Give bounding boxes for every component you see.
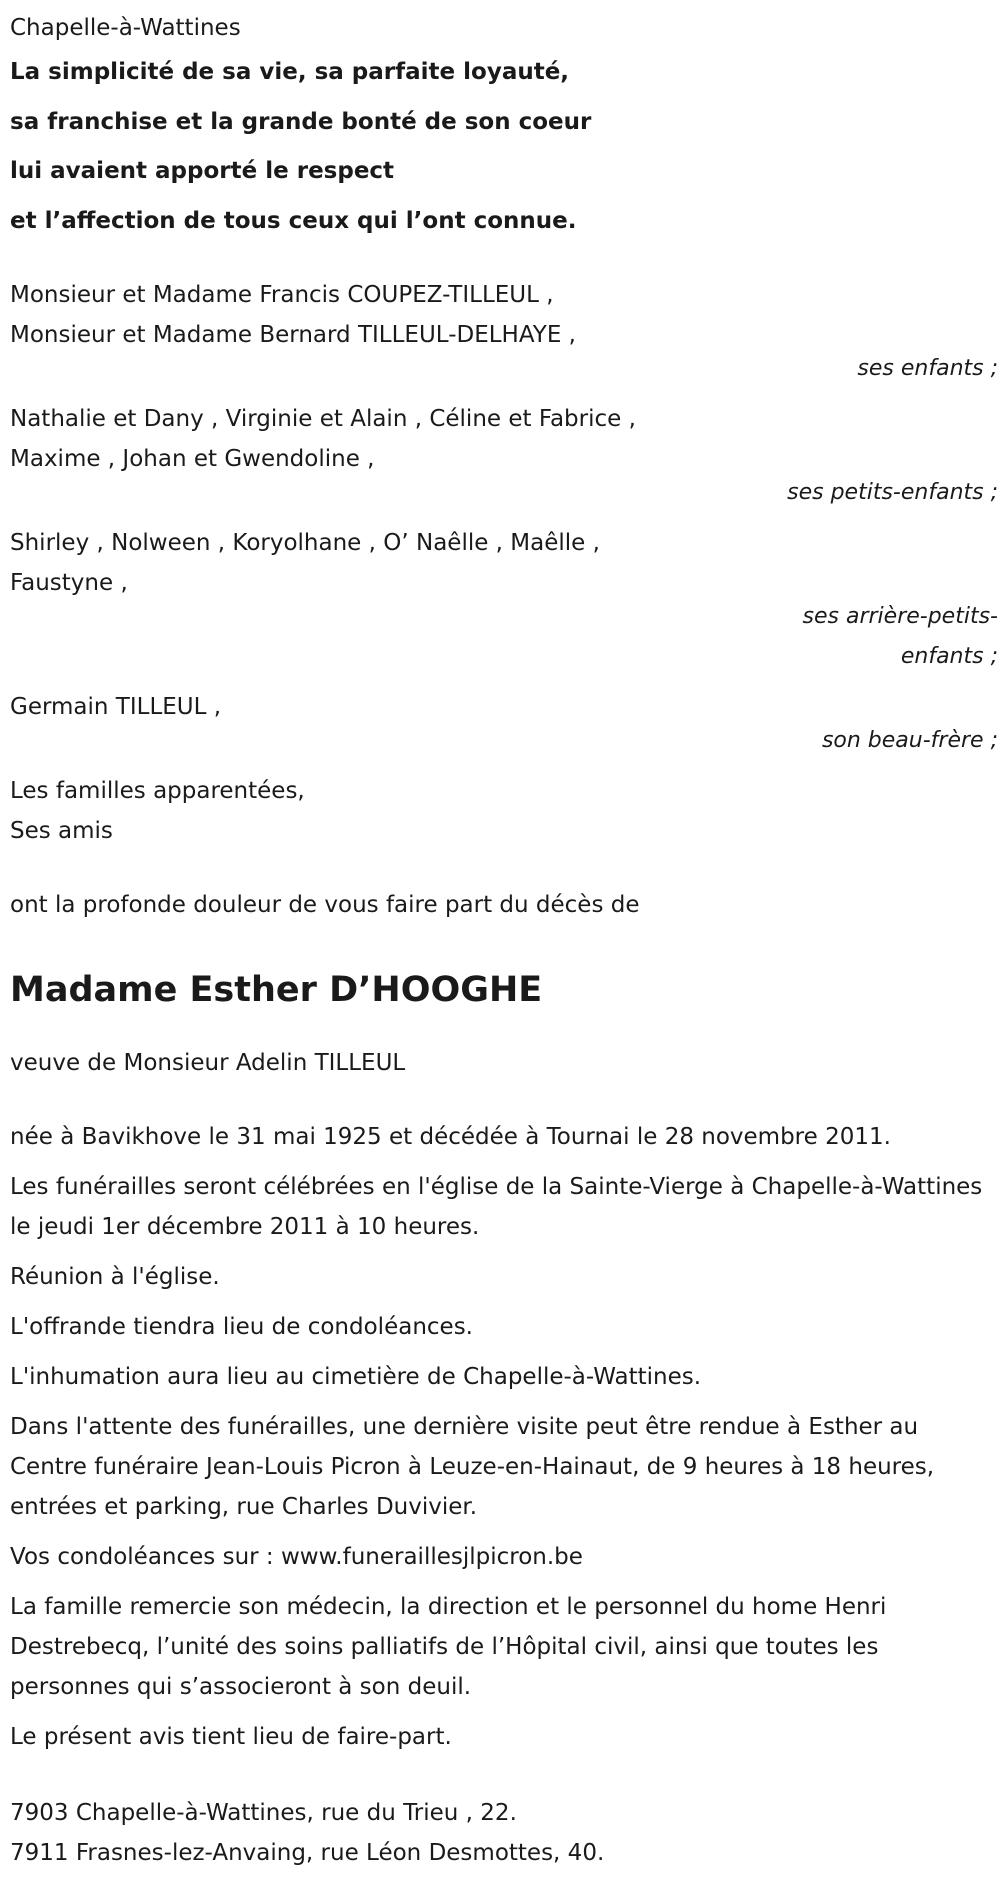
family-line: Shirley , Nolween , Koryolhane , O’ Naêlle , Maêlle , — [10, 530, 600, 556]
widow-of-text: veuve de Monsieur Adelin TILLEUL — [10, 1050, 406, 1076]
paragraph: Les funérailles seront célébrées en l'église de la Sainte-Vierge à Chapelle-à-Wattines le jeudi 1er décembre 2011 à 10 heures. — [10, 1174, 983, 1240]
announcement-text: ont la profonde douleur de vous faire part du décès de — [10, 892, 640, 918]
obituary-content — [10, 8, 998, 1873]
quote-line: lui avaient apporté le respect — [10, 158, 395, 184]
memorial-quote — [10, 48, 998, 246]
address-line: 7903 Chapelle-à-Wattines, rue du Trieu , 22. — [10, 1800, 517, 1826]
address-line: 7911 Frasnes-lez-Anvaing, rue Léon Desmottes, 40. — [10, 1840, 605, 1866]
others-block — [10, 771, 998, 851]
spacer — [10, 246, 998, 275]
paragraph: Vos condoléances sur : www.funeraillesjlpicron.be — [10, 1544, 583, 1570]
quote-line: sa franchise et la grande bonté de son coeur — [10, 108, 592, 135]
relation-label: ses petits-enfants ; — [787, 480, 998, 505]
paragraph: née à Bavikhove le 31 mai 1925 et décédée à Tournai le 28 novembre 2011. — [10, 1124, 891, 1150]
grandchildren-block — [10, 399, 998, 513]
family-line: Monsieur et Madame Francis COUPEZ-TILLEUL , — [10, 282, 554, 308]
family-line: Les familles apparentées, — [10, 778, 305, 804]
relation-label: ses arrière-petits- — [802, 604, 998, 629]
family-line: Ses amis — [10, 818, 113, 844]
paragraph: L'offrande tiendra lieu de condoléances. — [10, 1314, 473, 1340]
relation-label: ses enfants ; — [857, 356, 998, 381]
family-line: Maxime , Johan et Gwendoline , — [10, 446, 375, 472]
paragraph: L'inhumation aura lieu au cimetière de Chapelle-à-Wattines. — [10, 1364, 702, 1390]
paragraph: Le présent avis tient lieu de faire-part. — [10, 1724, 452, 1750]
place-heading: Chapelle-à-Wattines — [10, 15, 241, 41]
deceased-name: Madame Esther D’HOOGHE — [10, 970, 543, 1010]
family-line: Germain TILLEUL , — [10, 694, 222, 720]
relation-label: son beau-frère ; — [821, 728, 998, 753]
relation-label: enfants ; — [900, 644, 998, 669]
paragraph: La famille remercie son médecin, la direction et le personnel du home Henri Destrebecq, l’unité des soins palliatifs de l’Hôpital civil, ainsi que toutes les personnes qui s’associeront à son deuil. — [10, 1594, 887, 1700]
paragraph: Dans l'attente des funérailles, une dernière visite peut être rendue à Esther au Centre funéraire Jean-Louis Picron à Leuze-en-Hainaut, de 9 heures à 18 heures, entrées et parking, rue Charles Duvivier. — [10, 1414, 935, 1520]
address-block — [10, 1793, 998, 1873]
children-block — [10, 275, 998, 389]
family-line: Faustyne , — [10, 570, 128, 596]
family-line: Nathalie et Dany , Virginie et Alain , Céline et Fabrice , — [10, 406, 636, 432]
great-grandchildren-block — [10, 523, 998, 677]
quote-line: La simplicité de sa vie, sa parfaite loyauté, — [10, 59, 570, 85]
quote-line: et l’affection de tous ceux qui l’ont connue. — [10, 207, 577, 234]
brother-in-law-block — [10, 687, 998, 761]
obituary-page — [0, 8, 1000, 1873]
paragraph: Réunion à l'église. — [10, 1264, 220, 1290]
family-line: Monsieur et Madame Bernard TILLEUL-DELHAYE , — [10, 322, 576, 348]
